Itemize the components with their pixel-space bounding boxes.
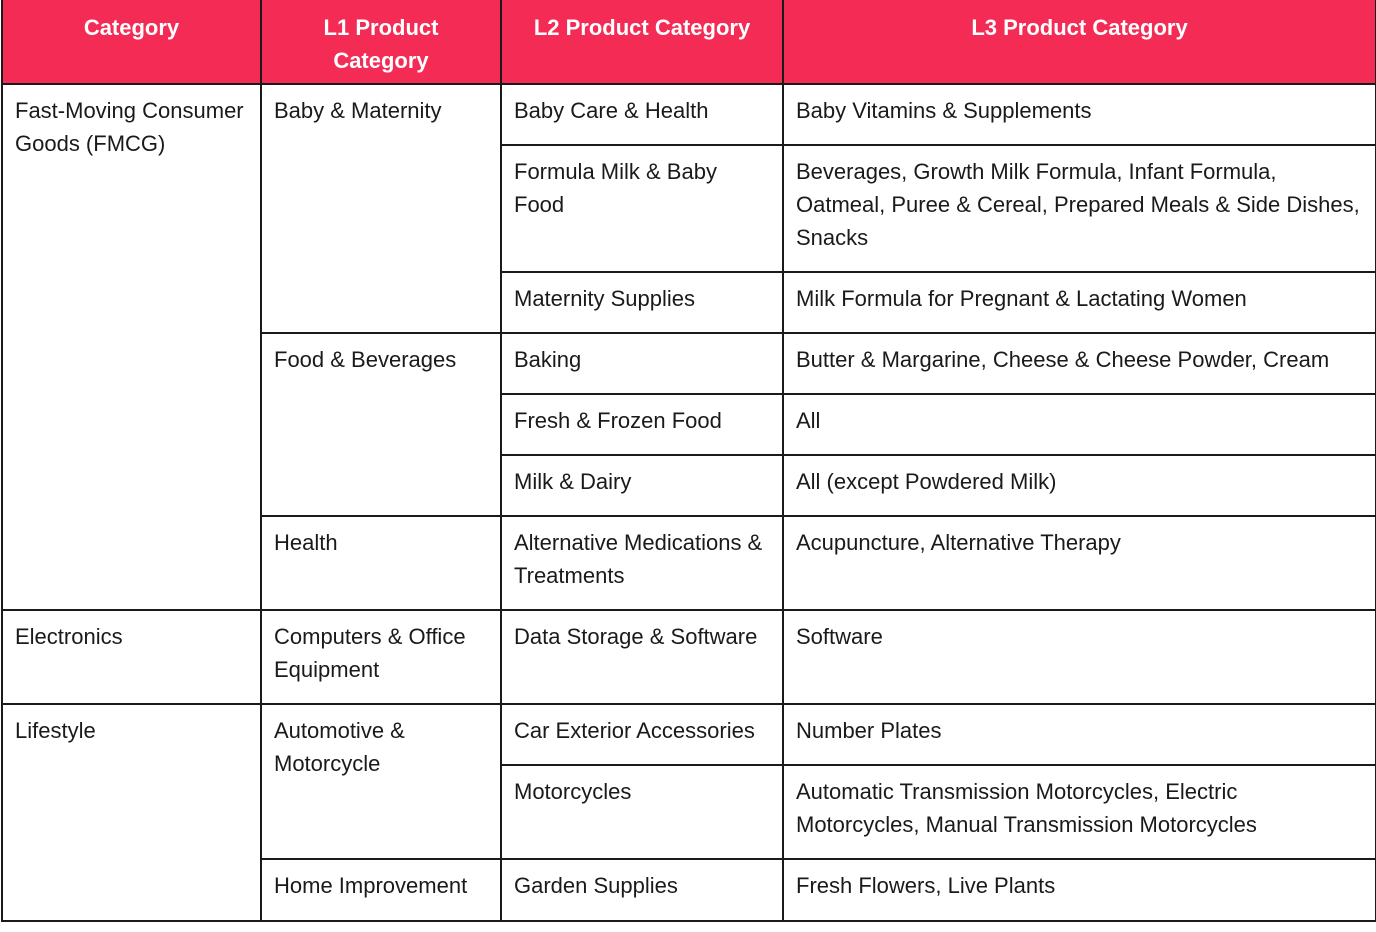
header-l1: L1 Product Category [261,0,501,84]
l3-cell: Number Plates [783,704,1376,765]
l2-cell: Motorcycles [501,765,783,859]
l1-cell-food: Food & Beverages [261,333,501,516]
l1-cell-computers: Computers & Office Equipment [261,610,501,704]
l2-cell: Formula Milk & Baby Food [501,145,783,272]
l1-cell-health: Health [261,516,501,610]
l2-cell: Fresh & Frozen Food [501,394,783,455]
l1-cell-baby: Baby & Maternity [261,84,501,333]
table-row [2,84,1376,145]
header-l3: L3 Product Category [783,0,1376,84]
l2-cell: Car Exterior Accessories [501,704,783,765]
l3-cell: Milk Formula for Pregnant & Lactating Women [783,272,1376,333]
l1-cell-home: Home Improvement [261,859,501,921]
l2-cell: Alternative Medications & Treatments [501,516,783,610]
header-row [2,0,1376,84]
table-row [2,610,1376,704]
header-category: Category [2,0,261,84]
l2-cell: Baking [501,333,783,394]
l3-cell: Acupuncture, Alternative Therapy [783,516,1376,610]
category-cell-lifestyle: Lifestyle [2,704,261,921]
l2-cell: Milk & Dairy [501,455,783,516]
header-l2: L2 Product Category [501,0,783,84]
category-cell-fmcg: Fast-Moving Consumer Goods (FMCG) [2,84,261,610]
l1-cell-automotive: Automotive & Motorcycle [261,704,501,859]
l3-cell: Fresh Flowers, Live Plants [783,859,1376,921]
table-row [2,704,1376,765]
category-cell-electronics: Electronics [2,610,261,704]
l2-cell: Data Storage & Software [501,610,783,704]
l3-cell: Software [783,610,1376,704]
l2-cell: Garden Supplies [501,859,783,921]
product-category-table [1,0,1376,922]
l2-cell: Baby Care & Health [501,84,783,145]
l3-cell: Butter & Margarine, Cheese & Cheese Powder, Cream [783,333,1376,394]
l3-cell: Automatic Transmission Motorcycles, Electric Motorcycles, Manual Transmission Motorcycles [783,765,1376,859]
l3-cell: All (except Powdered Milk) [783,455,1376,516]
l2-cell: Maternity Supplies [501,272,783,333]
l3-cell: Baby Vitamins & Supplements [783,84,1376,145]
l3-cell: Beverages, Growth Milk Formula, Infant Formula, Oatmeal, Puree & Cereal, Prepared Meals & Side Dishes, Snacks [783,145,1376,272]
l3-cell: All [783,394,1376,455]
